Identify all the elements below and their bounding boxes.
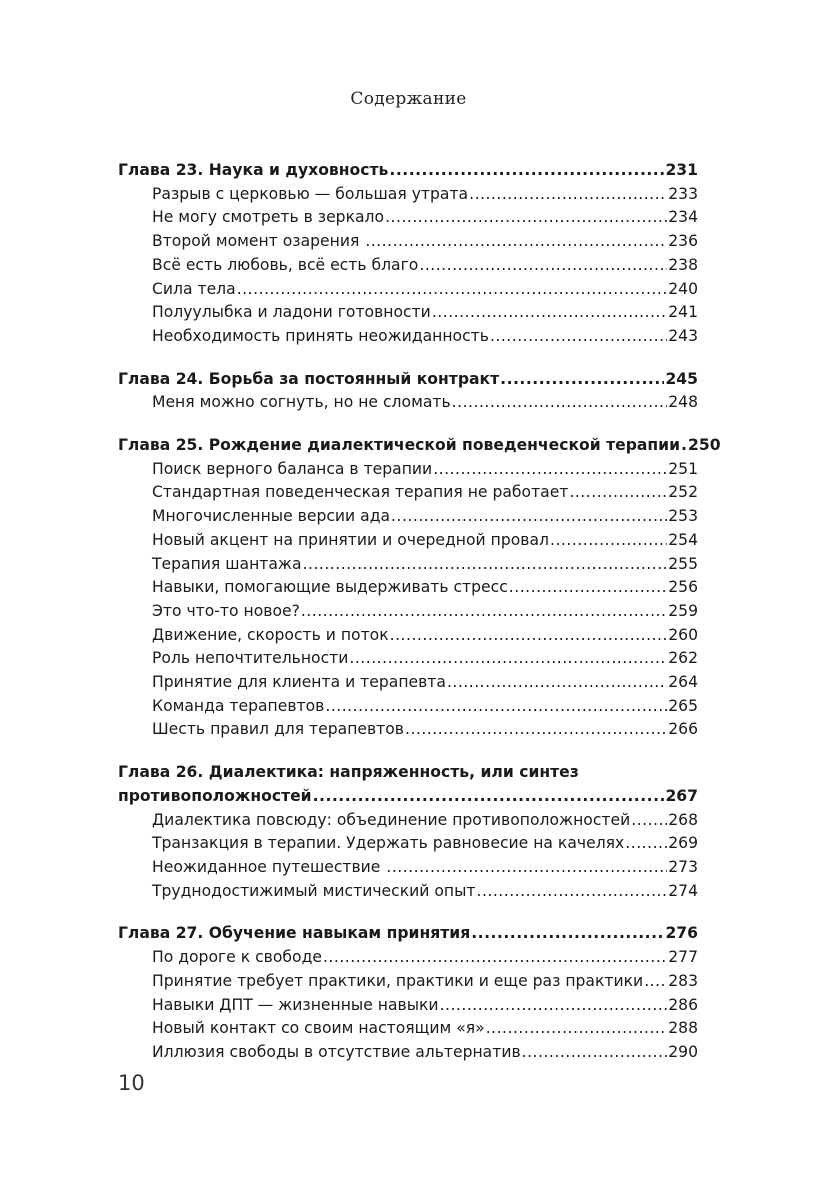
dot-leader [447,671,667,695]
page-number: 274 [668,881,698,900]
dot-leader [522,1041,668,1065]
page-number: 276 [665,924,698,943]
dot-leader [303,553,668,577]
entry-title: Новый акцент на принятии и очередной провал [152,530,549,549]
toc-entry[interactable] [118,695,698,719]
page-number: 262 [668,649,698,668]
dot-leader [631,809,667,833]
toc-entry[interactable] [118,946,698,970]
entry-title: Это что-то новое? [152,601,300,620]
dot-leader [385,206,667,230]
page-number: 269 [668,834,698,853]
entry-title: Транзакция в терапии. Удержать равновесие на качелях [152,834,625,853]
dot-leader [386,856,667,880]
page-number: 231 [665,161,698,179]
dot-leader [237,278,668,302]
dot-leader [365,230,667,254]
chapter-title: Глава 24. Борьба за постоянный контракт [118,369,500,388]
entry-title: По дороге к свободе [152,948,322,967]
running-header: Содержание [350,89,467,109]
toc-entry[interactable] [118,230,698,254]
page-number: 259 [668,601,698,620]
entry-title: Навыки, помогающие выдерживать стресс [152,578,508,597]
toc-chapter-27 [118,922,698,1064]
toc-chapter-heading[interactable] [118,434,721,458]
toc-chapter-heading[interactable] [118,922,698,946]
toc-chapter-24 [118,368,698,415]
dot-leader [500,368,664,392]
entry-title: Диалектика повсюду: объединение противоположностей [152,810,631,829]
toc-entry[interactable] [118,1017,698,1041]
toc-chapter-26 [118,761,698,903]
dot-leader [301,600,667,624]
dot-leader [325,695,667,719]
toc-entry[interactable] [118,600,698,624]
toc-entry[interactable] [118,458,698,482]
page-number: 234 [668,208,698,227]
entry-title: Многочисленные версии ада [152,507,391,526]
toc-entry[interactable] [118,505,698,529]
dot-leader [391,505,667,529]
page-number: 277 [668,948,698,967]
page-number: 241 [668,303,698,322]
entry-title: Принятие для клиента и терапевта [152,673,446,692]
dot-leader [389,159,664,183]
toc-entry[interactable] [118,647,698,671]
page-number: 236 [668,232,698,251]
dot-leader [419,254,667,278]
page-number: 233 [668,184,698,203]
entry-title: Необходимость принять неожиданность [152,326,489,345]
entry-title: Принятие требует практики, практики и еще раз практики [152,971,644,990]
toc-entry[interactable] [118,206,698,230]
dot-leader [390,624,668,648]
page-number: 283 [668,971,698,990]
entry-title: Терапия шантажа [152,554,302,573]
dot-leader [569,481,667,505]
toc-entry[interactable] [118,301,698,325]
dot-leader [509,576,667,600]
toc-entry[interactable] [118,325,698,349]
dot-leader [471,922,664,946]
entry-title: Поиск верного баланса в терапии [152,459,433,478]
dot-leader [313,785,665,809]
toc-entry[interactable] [118,183,698,207]
entry-title: Стандартная поведенческая терапия не работает [152,483,569,502]
page-number: 250 [688,436,721,455]
entry-title: Команда терапевтов [152,696,325,715]
page-number: 266 [668,720,698,739]
toc-entry[interactable] [118,809,698,833]
page-number: 260 [668,625,698,644]
entry-title: Иллюзия свободы в отсутствие альтернатив [152,1042,521,1061]
entry-title: Движение, скорость и поток [152,625,389,644]
dot-leader [550,529,667,553]
toc-entry[interactable] [118,856,698,880]
page-number: 268 [668,810,698,829]
toc-entry[interactable] [118,553,698,577]
dot-leader [486,1017,668,1041]
entry-title: Труднодостижимый мистический опыт [152,881,476,900]
dot-leader [490,325,667,349]
page-number: 255 [668,554,698,573]
dot-leader [476,880,667,904]
entry-title: Не могу смотреть в зеркало [152,208,385,227]
entry-title: Неожиданное путешествие [152,857,386,876]
page-number: 288 [668,1019,698,1038]
dot-leader [625,832,667,856]
dot-leader [644,970,667,994]
chapter-title: Глава 25. Рождение диалектической поведенческой терапии [118,436,681,455]
page-number: 240 [668,279,698,298]
page-number: 256 [668,578,698,597]
page-number: 252 [668,483,698,502]
page-number: 273 [668,857,698,876]
toc-chapter-23 [118,159,698,349]
dot-leader [469,183,667,207]
entry-title: Роль непочтительности [152,649,349,668]
dot-leader [681,434,687,458]
entry-title: Новый контакт со своим настоящим «я» [152,1019,485,1038]
toc-chapter-heading[interactable] [118,368,698,392]
toc-entry[interactable] [118,576,698,600]
dot-leader [349,647,667,671]
page-number: 267 [665,786,698,805]
toc-entry[interactable] [118,994,698,1018]
toc-entry[interactable] [118,391,698,415]
toc-entry[interactable] [118,718,698,742]
dot-leader [432,301,667,325]
page-number: 290 [668,1042,698,1061]
table-of-contents [118,159,721,1084]
entry-title: Разрыв с церковью — большая утрата [152,184,469,203]
page-number: 248 [668,393,698,412]
entry-title: Шесть правил для терапевтов [152,720,404,739]
chapter-title: Глава 23. Наука и духовность [118,161,389,179]
toc-entry[interactable] [118,529,698,553]
dot-leader [323,946,667,970]
page-number: 238 [668,255,698,274]
dot-leader [452,391,668,415]
toc-entry[interactable] [118,970,698,994]
page-number: 243 [668,326,698,345]
toc-chapter-25 [118,434,721,742]
toc-chapter-heading[interactable] [118,159,698,183]
entry-title: Меня можно согнуть, но не сломать [152,393,451,412]
entry-title: Второй момент озарения [152,232,365,251]
entry-title: Всё есть любовь, всё есть благо [152,255,419,274]
page-number: 253 [668,507,698,526]
page-number: 265 [668,696,698,715]
page-number: 254 [668,530,698,549]
toc-entry[interactable] [118,481,698,505]
toc-entry[interactable] [118,624,698,648]
page-folio: 10 [118,1071,145,1095]
toc-entry[interactable] [118,832,698,856]
dot-leader [440,994,668,1018]
page-number: 245 [665,369,698,388]
toc-entry[interactable] [118,254,698,278]
entry-title: Навыки ДПТ — жизненные навыки [152,995,439,1014]
dot-leader [405,718,667,742]
toc-entry[interactable] [118,1041,698,1065]
page-number: 264 [668,673,698,692]
chapter-title: Глава 27. Обучение навыкам принятия [118,924,471,943]
page-number: 286 [668,995,698,1014]
toc-chapter-heading[interactable] [118,785,698,809]
toc-entry[interactable] [118,880,698,904]
chapter-title-line-1[interactable]: Глава 26. Диалектика: напряженность, или синтез [118,763,579,782]
toc-entry[interactable] [118,671,698,695]
chapter-title-line-2: противоположностей [118,786,312,805]
dot-leader [433,458,667,482]
entry-title: Сила тела [152,279,236,298]
toc-entry[interactable] [118,278,698,302]
entry-title: Полуулыбка и ладони готовности [152,303,431,322]
page-number: 251 [668,459,698,478]
